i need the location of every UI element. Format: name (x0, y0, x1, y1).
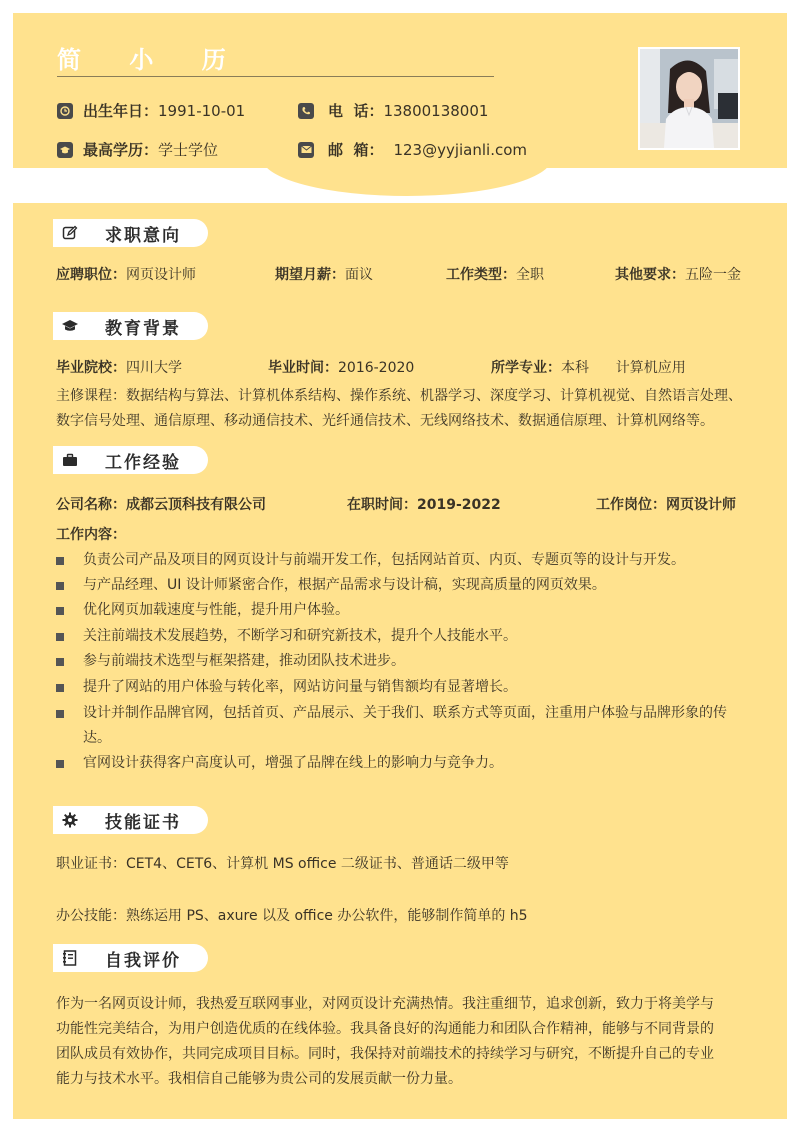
grad-time-label: 毕业时间： (268, 360, 338, 376)
objective-position (56, 264, 196, 284)
self-evaluation (56, 992, 774, 1092)
phone-value: 13800138001 (383, 101, 489, 120)
role-label: 工作岗位： (596, 497, 666, 513)
salary-value: 面议 (345, 267, 373, 283)
birth-value: 1991-10-01 (158, 101, 246, 120)
gear-icon (55, 812, 85, 828)
work-company (56, 494, 266, 514)
major-value: 本科 计算机应用 (561, 360, 686, 376)
other-label: 其他要求： (615, 267, 685, 283)
education-school (56, 357, 182, 377)
role-value: 网页设计师 (666, 497, 736, 513)
school-value: 四川大学 (126, 360, 182, 376)
skills-certificates: 职业证书：CET4、CET6、计算机 MS office 二级证书、普通话二级甲等 (56, 856, 509, 872)
candidate-name: 简 小 历 (57, 46, 246, 74)
graduation-icon (57, 142, 73, 158)
calendar-icon (57, 103, 73, 119)
grad-time-value: 2016-2020 (338, 360, 415, 376)
section-title-text: 教育背景 (105, 318, 181, 339)
objective-type (446, 264, 544, 284)
education-courses (56, 384, 774, 434)
position-value: 网页设计师 (126, 267, 196, 283)
section-title-objective (53, 219, 208, 247)
company-label: 公司名称： (56, 497, 126, 513)
courses-line: 数字信号处理、通信原理、移动通信技术、光纤通信技术、无线网络技术、数据通信原理、计算机网络等。 (56, 413, 714, 429)
edit-icon (55, 225, 85, 241)
education-value: 学士学位 (158, 141, 219, 159)
section-title-text: 求职意向 (105, 225, 181, 246)
work-tenure (347, 494, 501, 514)
mail-icon (298, 142, 314, 158)
section-title-work (53, 446, 208, 474)
phone-label: 电 话： (328, 102, 384, 120)
school-label: 毕业院校： (56, 360, 126, 376)
tenure-value: 2019-2022 (417, 497, 501, 513)
self-line: 能力与技术水平。我相信自己能够为贵公司的发展贡献一份力量。 (56, 1071, 462, 1087)
profile-photo (638, 47, 740, 150)
skills-office: 办公技能：熟练运用 PS、axure 以及 office 办公软件，能够制作简单的 h5 (56, 908, 528, 924)
education-time (268, 357, 414, 377)
type-value: 全职 (516, 267, 544, 283)
notebook-icon (55, 950, 85, 966)
objective-salary (275, 264, 373, 284)
phone-icon (298, 103, 314, 119)
name-divider (57, 76, 494, 77)
education-label: 最高学历： (83, 141, 159, 159)
work-role (596, 494, 736, 514)
work-content-label: 工作内容： (56, 527, 126, 543)
section-title-skills (53, 806, 208, 834)
email-value: 123@yyjianli.com (393, 140, 528, 159)
education-major (491, 357, 686, 377)
salary-label: 期望月薪： (275, 267, 345, 283)
courses-line: 主修课程：数据结构与算法、计算机体系结构、操作系统、机器学习、深度学习、计算机视觉、自然语言处理、 (56, 388, 742, 404)
type-label: 工作类型： (446, 267, 516, 283)
self-line: 团队成员有效协作，共同完成项目目标。同时，我保持对前端技术的持续学习与研究，不断提升自己的专业 (56, 1046, 714, 1062)
education-row (57, 139, 218, 160)
birth-row (57, 100, 245, 121)
resume-page: 简 小 历 出生年日： 1991-10-01 最高学历： 学士学位 电 话： 13800138001 邮 箱： 123@yyjianli.com 求职意向 应聘职位：网页设计师 期望月薪：面议 工作类型：全职 其他要求：五险一金 教育背景 毕业院校：四川大学 毕业时间：2016-2020 所学专业：本科 计算机应用 主修课程：数据结构与算法、计算机体系结构、操作系统、机器学习、深度学习、计算机视觉、自然语言处理、 数字信号处理、通信原理、移动通信技术、光纤通信技术、无线网络技术、数据通信原理、计算机网络等。 工作经验 公司名称：成都云顶科技有限公司 在职时间：2019-2022 工作岗位：网页设计师 工作内容： 负责公司产品及项目的网页设计与前端开发工作，包括网站首页、内页、专题页等的设计与开发。 与产品经理、UI 设计师紧密合作，根据产品需求与设计稿，实现高质量的网页效果。 优化网页加载速度与性能，提升用户体验。 关注前端技术发展趋势，不断学习和研究新技术，提升个人技能水平。 参与前端技术选型与框架搭建，推动团队技术进步。 提升了网站的用户体验与转化率，网站访问量与销售额均有显著增长。 设计并制作品牌官网，包括首页、产品展示、关于我们、联系方式等页面，注重用户体验与品牌形象的传 达。 官网设计获得客户高度认可，增强了品牌在线上的影响力与竞争力。 技能证书 职业证书：CET4、CET6、计算机 MS office 二级证书、普通话二级甲等 办公技能：熟练运用 PS、axure 以及 office 办公软件，能够制作简单的 h5 自我评价 作为一名网页设计师，我热爱互联网事业，对网页设计充满热情。我注重细节，追求创新，致力于将美学与 功能性完美结合，为用户创造优质的在线体验。我具备良好的沟通能力和团队合作精神，能够与不同背景的 团队成员有效协作，共同完成项目目标。同时，我保持对前端技术的持续学习与研究，不断提升自己的专业 能力与技术水平。我相信自己能够为贵公司的发展贡献一份力量。 (0, 0, 800, 1132)
email-label: 邮 箱： (328, 141, 384, 159)
tenure-label: 在职时间： (347, 497, 417, 513)
section-title-text: 工作经验 (105, 452, 181, 473)
section-title-self (53, 944, 208, 972)
section-title-education (53, 312, 208, 340)
self-line: 作为一名网页设计师，我热爱互联网事业，对网页设计充满热情。我注重细节，追求创新，致力于将美学与 (56, 996, 714, 1012)
position-label: 应聘职位： (56, 267, 126, 283)
company-value: 成都云顶科技有限公司 (126, 497, 266, 513)
graduation-cap-icon (55, 319, 85, 333)
email-row (298, 139, 527, 160)
briefcase-icon (55, 453, 85, 467)
other-value: 五险一金 (685, 267, 741, 283)
section-title-text: 自我评价 (105, 950, 181, 971)
objective-other (615, 264, 741, 284)
phone-row (298, 100, 488, 121)
major-label: 所学专业： (491, 360, 561, 376)
birth-label: 出生年日： (83, 102, 159, 120)
self-line: 功能性完美结合，为用户创造优质的在线体验。我具备良好的沟通能力和团队合作精神，能够与不同背景的 (56, 1021, 714, 1037)
section-title-text: 技能证书 (105, 812, 181, 833)
